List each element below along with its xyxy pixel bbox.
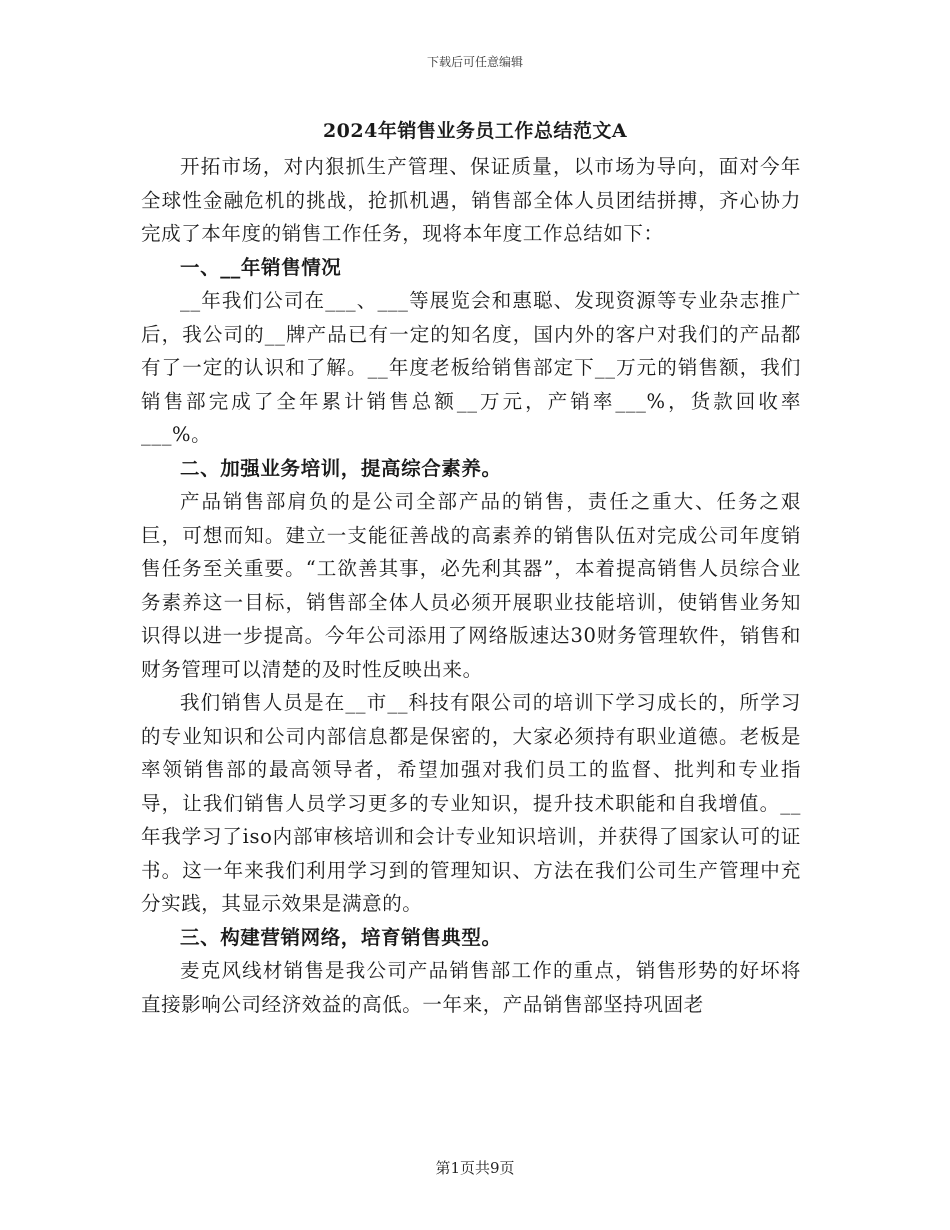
section-3-paragraph: 麦克风线材销售是我公司产品销售部工作的重点，销售形势的好坏将直接影响公司经济效益的高低。一年来，产品销售部坚持巩固老 — [141, 959, 801, 1016]
section-heading-2: 二、加强业务培训，提高综合素养。 — [180, 456, 502, 480]
section-2-paragraph-2: 我们销售人员是在__市__科技有限公司的培训下学习成长的，所学习的专业知识和公司内部信息都是保密的，大家必须持有职业道德。老板是率领销售部的最高领导者，希望加强对我们员工的监督、批判和专业指导，让我们销售人员学习更多的专业知识，提升技术职能和自我增值。__年我学习了iso内部审核培训和会计专业知识培训，并获得了国家认可的证书。这一年来我们利用学习到的管理知识、方法在我们公司生产管理中充分实践，其显示效果是满意的。 — [141, 691, 801, 915]
intro-paragraph: 开拓市场，对内狠抓生产管理、保证质量，以市场为导向，面对今年全球性金融危机的挑战，抢抓机遇，销售部全体人员团结拼搏，齐心协力完成了本年度的销售工作任务，现将本年度工作总结如下： — [141, 155, 801, 245]
page-footer: 第1页共9页 — [435, 1159, 515, 1177]
document-title: 2024年销售业务员工作总结范文A — [322, 120, 628, 142]
section-heading-1: 一、__年销售情况 — [180, 255, 342, 279]
section-2-paragraph-1: 产品销售部肩负的是公司全部产品的销售，责任之重大、任务之艰巨，可想而知。建立一支能征善战的高素养的销售队伍对完成公司年度销售任务至关重要。“工欲善其事，必先利其器”，本着提高销售人员综合业务素养这一目标，销售部全体人员必须开展职业技能培训，使销售业务知识得以进一步提高。今年公司添用了网络版速达30财务管理软件，销售和财务管理可以清楚的及时性反映出来。 — [141, 490, 801, 681]
section-1-paragraph: __年我们公司在___、___等展览会和惠聪、发现资源等专业杂志推广后，我公司的__牌产品已有一定的知名度，国内外的客户对我们的产品都有了一定的认识和了解。__年度老板给销售部定下__万元的销售额，我们销售部完成了全年累计销售总额__万元，产销率___%，货款回收率___%。 — [141, 289, 801, 446]
section-heading-3: 三、构建营销网络，培育销售典型。 — [180, 925, 502, 949]
header-note: 下载后可任意编辑 — [426, 55, 523, 69]
document-body — [141, 150, 801, 1021]
